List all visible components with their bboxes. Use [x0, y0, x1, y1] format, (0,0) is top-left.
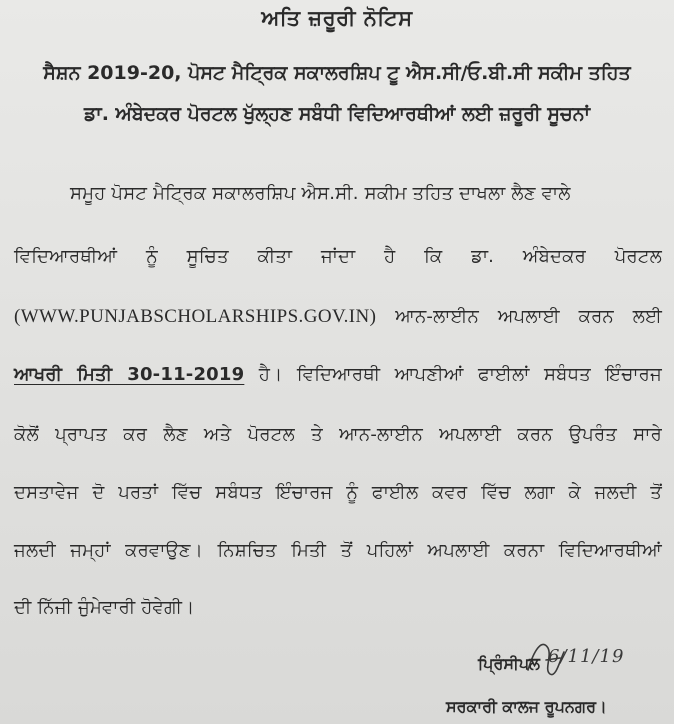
body-line-2: ਵਿਦਿਆਰਥੀਆਂ ਨੂੰ ਸੂਚਿਤ ਕੀਤਾ ਜਾਂਦਾ ਹੈ ਕਿ ਡਾ. ਅੰਬੇਦਕਰ ਪੋਰਟਲ — [14, 246, 662, 267]
signature-date: 6/11/19 — [548, 646, 625, 667]
deadline-text: ਆਖਰੀ ਮਿਤੀ 30-11-2019 — [14, 364, 245, 385]
body-line-7: ਜਲਦੀ ਜਮ੍ਹਾਂ ਕਰਵਾਉਣ। ਨਿਸ਼ਚਿਤ ਮਿਤੀ ਤੋਂ ਪਹਿਲਾਂ ਅਪਲਾਈ ਕਰਨਾ ਵਿਦਿਆਰਥੀਆਂ — [14, 540, 662, 561]
body-line-5: ਕੋਲੋਂ ਪ੍ਰਾਪਤ ਕਰ ਲੈਣ ਅਤੇ ਪੋਰਟਲ ਤੇ ਆਨ-ਲਾਈਨ ਅਪਲਾਈ ਕਰਨ ਉਪਰੰਤ ਸਾਰੇ — [14, 424, 662, 445]
signatory-designation: ਪ੍ਰਿੰਸੀਪਲ — [478, 654, 541, 673]
body-line-3 — [14, 306, 662, 328]
notice-subheading-line-2: ਡਾ. ਅੰਬੇਦਕਰ ਪੋਰਟਲ ਖੁੱਲ੍ਹਣ ਸਬੰਧੀ ਵਿਦਿਆਰਥੀਆਂ ਲਈ ਜ਼ਰੂਰੀ ਸੂਚਨਾਂ — [83, 103, 591, 125]
body-line-4-text: ਹੈ। ਵਿਦਿਆਰਥੀ ਆਪਣੀਆਂ ਫਾਈਲਾਂ ਸਬੰਧਤ ਇੰਚਾਰਜ — [258, 364, 662, 385]
signatory-institution: ਸਰਕਾਰੀ ਕਾਲਜ ਰੂਪਨਗਰ। — [446, 697, 607, 716]
body-line-6: ਦਸਤਾਵੇਜ ਦੋ ਪਰਤਾਂ ਵਿੱਚ ਸਬੰਧਤ ਇੰਚਾਰਜ ਨੂੰ ਫਾਈਲ ਕਵਰ ਵਿੱਚ ਲਗਾ ਕੇ ਜਲਦੀ ਤੋਂ — [14, 482, 662, 503]
body-line-3-text: ਆਨ-ਲਾਈਨ ਅਪਲਾਈ ਕਰਨ ਲਈ — [395, 306, 662, 327]
body-line-1: ਸਮੂਹ ਪੋਸਟ ਮੈਟ੍ਰਿਕ ਸਕਾਲਰਸ਼ਿਪ ਐਸ.ਸੀ. ਸਕੀਮ ਤਹਿਤ ਦਾਖਲਾ ਲੈਣ ਵਾਲੇ — [70, 183, 571, 204]
notice-title: ਅਤਿ ਜ਼ਰੂਰੀ ਨੋਟਿਸ — [261, 6, 413, 30]
notice-subheading-line-1: ਸੈਸ਼ਨ 2019-20, ਪੋਸਟ ਮੈਟ੍ਰਿਕ ਸਕਾਲਰਸ਼ਿਪ ਟੂ ਐਸ.ਸੀ/ਓ.ਬੀ.ਸੀ ਸਕੀਮ ਤਹਿਤ — [43, 62, 631, 84]
portal-url: (WWW.PUNJABSCHOLARSHIPS.GOV.IN) — [14, 306, 377, 327]
body-line-4 — [14, 364, 662, 385]
body-line-8: ਦੀ ਨਿੱਜੀ ਜੁੰਮੇਵਾਰੀ ਹੋਵੇਗੀ। — [14, 597, 195, 618]
